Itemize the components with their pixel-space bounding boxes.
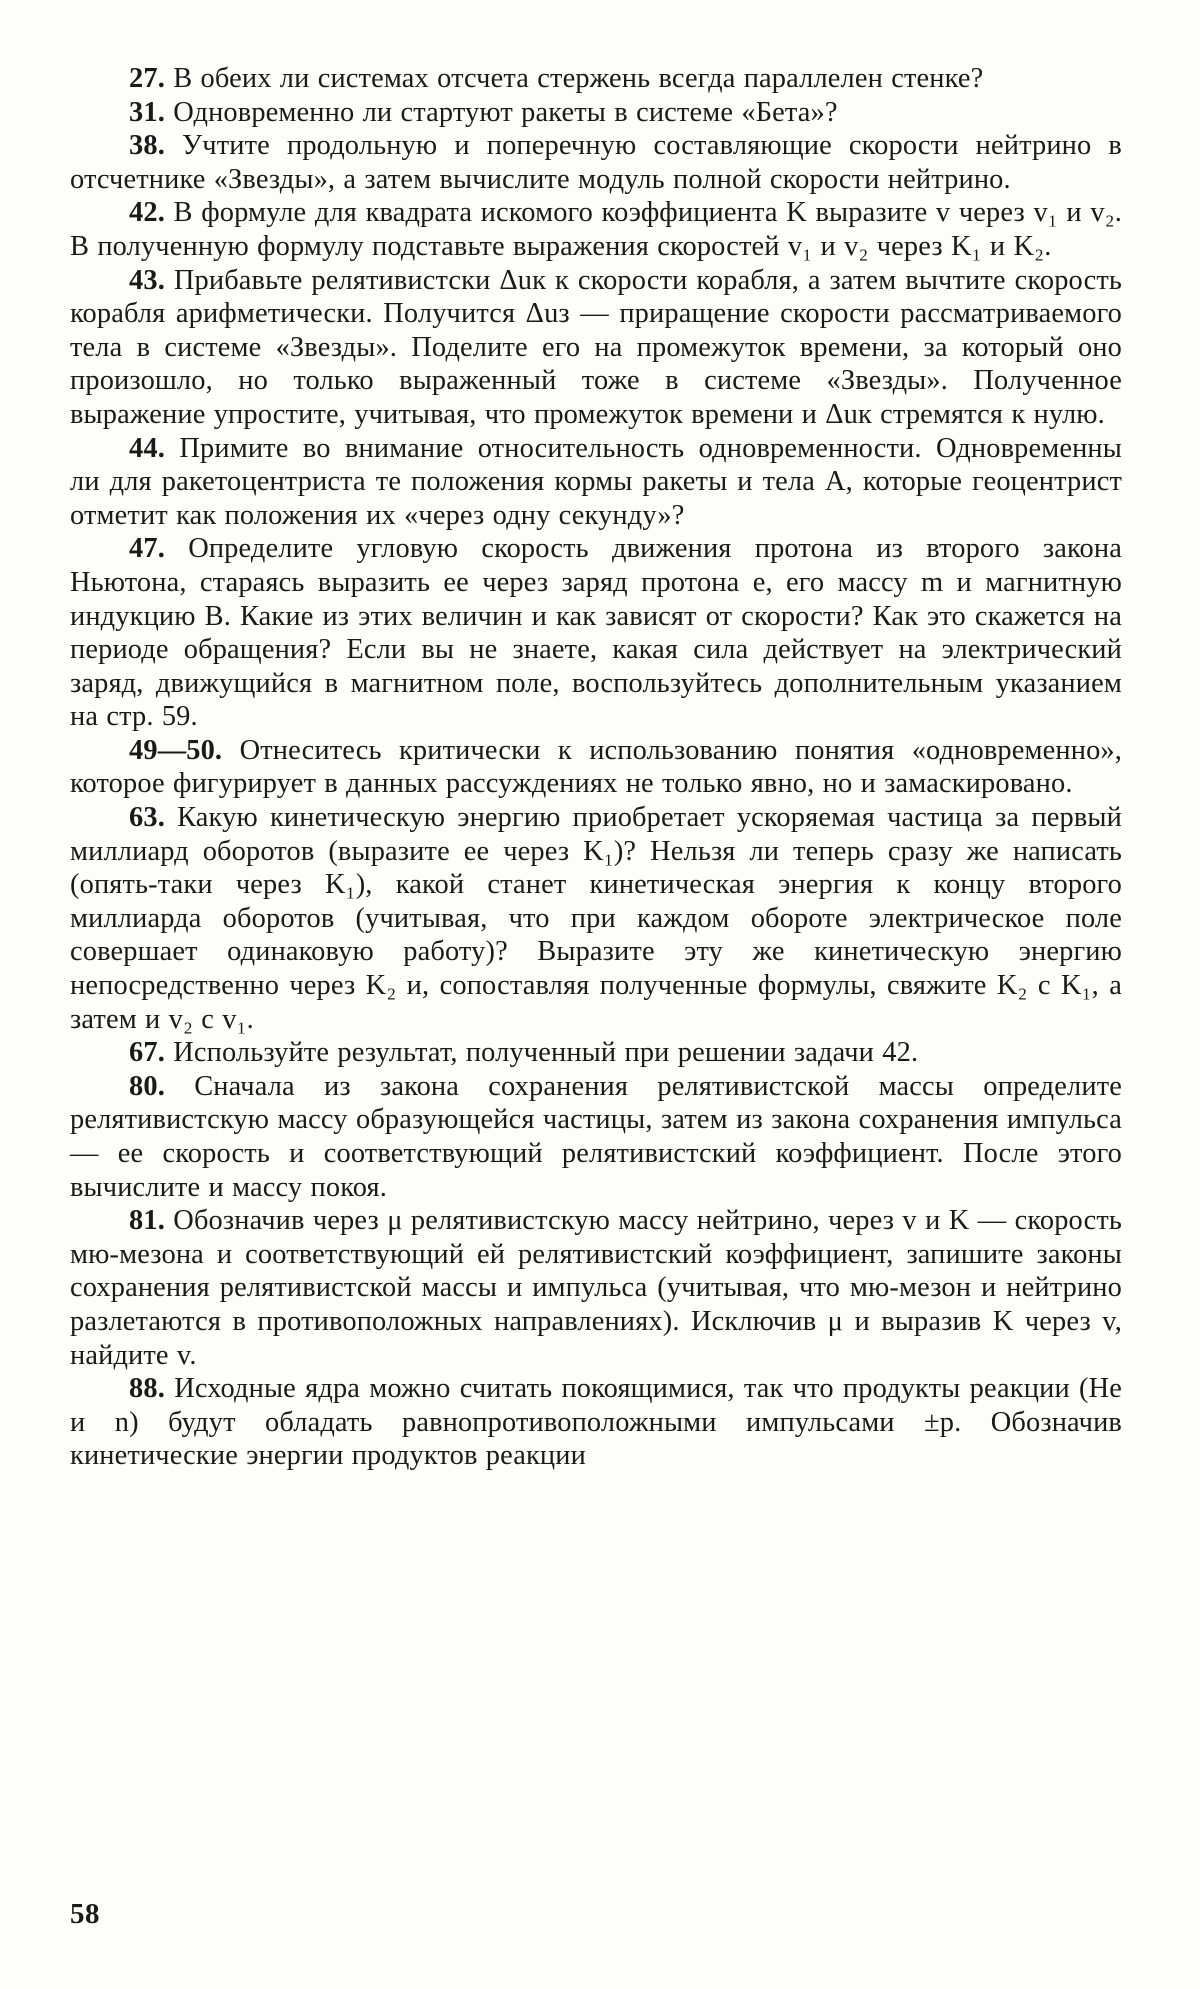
text-body bbox=[70, 62, 1122, 1473]
hint-63 bbox=[70, 801, 1122, 1036]
hint-43 bbox=[70, 264, 1122, 432]
hint-42 bbox=[70, 196, 1122, 263]
item-number: 31. bbox=[129, 96, 165, 128]
hint-49-50 bbox=[70, 734, 1122, 801]
item-text: Одновременно ли стартуют ракеты в системе «Бета»? bbox=[173, 96, 838, 128]
item-number: 44. bbox=[129, 432, 165, 464]
item-number: 38. bbox=[129, 130, 165, 162]
item-number: 88. bbox=[129, 1373, 165, 1405]
item-text: Какую кинетическую энергию приобретает ускоряемая частица за первый миллиард оборотов (выразите ее через K₁)? Нельзя ли теперь сразу же написать (опять-таки через K₁), какой станет кинетическая энергия к концу второго миллиарда оборотов (учитывая, что при каждом обороте электрическое поле совершает одинаковую работу)? Выразите эту же кинетическую энергию непосредственно через K₂ и, сопоставляя полученные формулы, свяжите K₂ с K₁, а затем и v₂ с v₁. bbox=[70, 802, 1122, 1035]
hint-47 bbox=[70, 532, 1122, 734]
item-text: Исходные ядра можно считать покоящимися, так что продукты реакции (He и n) будут обладать равнопротивоположными импульсами ±p. Обозначив кинетические энергии продуктов реакции bbox=[70, 1373, 1123, 1472]
item-number: 49—50. bbox=[129, 734, 223, 766]
item-number: 81. bbox=[129, 1205, 165, 1237]
item-number: 80. bbox=[129, 1070, 165, 1102]
hint-80 bbox=[70, 1070, 1122, 1204]
item-text: Прибавьте релятивистски Δuк к скорости корабля, а затем вычтите скорость корабля арифметически. Получится Δuз — приращение скорости рассматриваемого тела в системе «Звезды». Поделите его на промежуток времени, за который оно произошло, но только выраженный тоже в системе «Звезды». Полученное выражение упростите, учитывая, что промежуток времени и Δuк стремятся к нулю. bbox=[70, 264, 1122, 430]
item-number: 43. bbox=[129, 264, 165, 296]
page-number: 58 bbox=[70, 1898, 100, 1930]
item-number: 47. bbox=[129, 533, 165, 565]
hint-27 bbox=[70, 62, 1122, 96]
hint-81 bbox=[70, 1204, 1122, 1372]
item-text: Обозначив через μ релятивистскую массу нейтрино, через v и K — скорость мю-мезона и соответствующий ей релятивистский коэффициент, запишите законы сохранения релятивистской массы и импульса (учитывая, что мю-мезон и нейтрино разлетаются в противоположных направлениях). Исключив μ и выразив K через v, найдите v. bbox=[70, 1205, 1122, 1371]
hint-31 bbox=[70, 96, 1122, 130]
hint-38 bbox=[70, 129, 1122, 196]
item-text: В обеих ли системах отсчета стержень всегда параллелен стенке? bbox=[173, 63, 984, 94]
item-text: Учтите продольную и поперечную составляющие скорости нейтрино в отсчетнике «Звезды», а затем вычислите модуль полной скорости нейтрино. bbox=[70, 130, 1122, 195]
item-text: Отнеситесь критически к использованию понятия «одновременно», которое фигурирует в данных рассуждениях не только явно, но и замаскировано. bbox=[70, 734, 1123, 800]
item-number: 67. bbox=[129, 1037, 165, 1069]
item-number: 42. bbox=[129, 197, 165, 229]
item-number: 27. bbox=[129, 63, 165, 94]
hint-88 bbox=[70, 1372, 1122, 1473]
hint-67 bbox=[70, 1036, 1122, 1070]
item-text: В формуле для квадрата искомого коэффициента K выразите v через v₁ и v₂. В полученную формулу подставьте выражения скоростей v₁ и v₂ через K₁ и K₂. bbox=[70, 197, 1122, 262]
item-text: Определите угловую скорость движения протона из второго закона Ньютона, стараясь выразить ее через заряд протона e, его массу m и магнитную индукцию B. Какие из этих величин и как зависят от скорости? Как это скажется на периоде обращения? Если вы не знаете, какая сила действует на электрический заряд, движущийся в магнитном поле, воспользуйтесь дополнительным указанием на стр. 59. bbox=[70, 533, 1122, 733]
hint-44 bbox=[70, 432, 1122, 533]
item-text: Используйте результат, полученный при решении задачи 42. bbox=[173, 1037, 919, 1069]
item-text: Примите во внимание относительность одновременности. Одновременны ли для ракетоцентриста те положения кормы ракеты и тела A, которые геоцентрист отметит как положения их «через одну секунду»? bbox=[70, 432, 1122, 531]
item-number: 63. bbox=[129, 802, 165, 834]
item-text: Сначала из закона сохранения релятивистской массы определите релятивистскую массу образующейся частицы, затем из закона сохранения импульса — ее скорость и соответствующий релятивистский коэффициент. После этого вычислите и массу покоя. bbox=[70, 1070, 1123, 1203]
